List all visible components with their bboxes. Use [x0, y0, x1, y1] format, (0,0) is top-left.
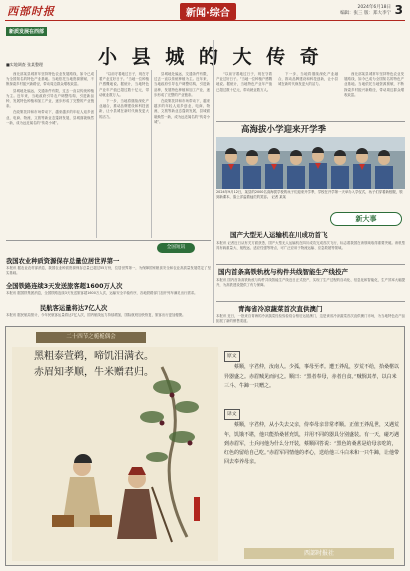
column-divider	[151, 70, 152, 238]
side-headline-2: 国内首条高铁轨枕与构件共线智能生产线投产	[218, 268, 348, 276]
quick-headline-2: 全国铁路连续3天发送旅客超1600万人次	[6, 283, 123, 290]
filial-piety-feature	[5, 326, 405, 566]
quick-body-1: 本报讯 据农业农村部消息，我国农业种质资源保存总量已超过55万份，位居世界第一，为保障国家粮食安全和农业高质量发展奠定了坚实基础。	[6, 266, 211, 276]
photo-illustration	[216, 137, 405, 189]
column-divider	[213, 40, 214, 323]
side-body-3: 本报讯 近日，一批来自青海的冷凉蔬菜经检验检疫合格后运抵澳门，这是该省冷凉蔬菜首次直供澳门市场，为当地特色农产品拓展了新的销售渠道。	[216, 314, 405, 324]
page-number: 3	[394, 3, 403, 17]
feature-banner: 二十四节之栀栀偶会	[36, 332, 146, 343]
poem-calligraphy	[34, 349, 154, 381]
lead-paragraph: 县城地处偏远，交通条件有限，过去一直以传统种植为主。近年来，当地政府引导农户调整结构，引进新品种，发展特色种植和加工产业，逐步形成了完整的产业链条。	[6, 88, 94, 109]
lead-paragraph: 下一步，当地将继续深化产业融合，推动品牌建设和科技创新，让小县城在新时代焕发更大的活力。	[99, 99, 149, 119]
original-label: 原文	[224, 351, 240, 362]
school-children-photo	[216, 137, 405, 189]
quick-body-2: 本报讯 据国铁集团消息，全国铁路连续3天发送旅客超1600万人次，运输安全平稳有序，各地铁路部门加开列车满足出行需求。	[6, 291, 198, 295]
section-tag: 新闻·综合	[180, 3, 236, 20]
lead-paragraph: 在政策扶持和市场带动下，越来越多的年轻人返乡创业，电商、物流、文旅等新业态蓬勃发展，县城面貌焕然一新，成为远近闻名的“传奇小城”。	[6, 110, 94, 125]
column-divider	[96, 70, 97, 238]
translation-label: 译文	[224, 409, 240, 420]
quick-body-3: 本报讯 据民航局预计，今年民航客运量将达7亿人次，国内航线运力持续增加，国际航班加快恢复，旅客出行更加便捷。	[6, 313, 186, 317]
original-text-block	[224, 351, 400, 391]
lead-column-5	[278, 72, 338, 120]
photo-caption: 2024年9月12日，某县的2000名高海拔学校的孩子们迎来开学季，学校在开学第一天举办入学仪式，孩子们穿着新校服，领到新课本，脸上洋溢着灿烂的笑容。 记者 某某	[216, 190, 403, 199]
side-body-1: 本报讯 记者近日从有关方面获悉，国产大型无人运输机在四川成功完成首次飞行，标志着我国在该领域取得重要突破。该机型具有载重量大、航程远、适应性强等特点，可广泛应用于物流运输、应急救援等领域。	[216, 241, 405, 251]
quick-headline-3: 民航客运量将达7亿人次	[40, 305, 108, 312]
lead-column-4	[216, 72, 272, 120]
section-divider	[216, 121, 405, 122]
section-divider	[216, 301, 405, 302]
side-body-2: 本报讯 国内首条高铁轨枕与构件共线智能生产线近日正式投产，实现了生产过程的自动化、信息化和智能化，生产效率大幅提升，为高铁建设提供了有力保障。	[216, 278, 405, 288]
newspaper-logo: 西部时报	[7, 5, 55, 18]
lead-paragraph: 在政策扶持和市场带动下，越来越多的年轻人返乡创业，电商、物流、文旅等新业态蓬勃发展，县城面貌焕然一新，成为远近闻名的“传奇小城”。	[154, 99, 210, 124]
photo-story-title: 高海拔小学迎来开学季	[241, 125, 327, 135]
lead-paragraph: 县城地处偏远，交通条件有限，过去一直以传统种植为主。近年来，当地政府引导农户调整结构，引进新品种，发展特色种植和加工产业，逐步形成了完整的产业链条。	[154, 72, 210, 97]
lead-column-1	[6, 72, 94, 237]
lead-paragraph: 西北部某县城常年坚持特色农业发展路线，如今已成为全国知名的特色产业基地。当地依托当地资源禀赋，不断探索乡村振兴新路径，带动周边群众增收致富。	[344, 72, 404, 97]
translation-text: 蔡顺，字君仲，从小失去父亲，侍奉母亲非常孝顺。正值王莽乱世，又遇荒年，饥饿不堪，他只能拾桑葚充饥，并用不同的器具分别盛装。有一天，碰巧遇到赤眉军，士兵问他为什么分开装，蔡顺回答说：“黑色的桑葚是给母亲吃的，红色的留给自己吃。”赤眉军同情他的孝心，送给他三斗白米和一只牛蹄，让他带回去奉养母亲。	[224, 422, 400, 466]
lead-column-3	[154, 72, 210, 237]
original-text: 蔡顺，字君仲，汝南人。少孤，事母至孝。遭王莽乱，岁荒不给，拾桑椹以异器盛之。赤眉贼见而问之。顺曰：“黑者奉母，赤者自食。”贼悯其孝，以白米三斗、牛蹄一只赠之。	[224, 364, 400, 389]
lead-paragraph: 西北部某县城常年坚持特色农业发展路线，如今已成为全国知名的特色产业基地。当地依托当地资源禀赋，不断探索乡村振兴新路径，带动周边群众增收致富。	[6, 72, 94, 87]
translation-text-block	[224, 409, 400, 468]
poem-line-1: 黑粗泰萱鹈，啼饥泪满衣。	[34, 351, 154, 362]
issue-info	[340, 5, 391, 16]
issue-editors: 编辑：张三 版：郑大李宁	[340, 10, 391, 16]
lead-headline: 小 县 城 的 大 传 奇	[98, 46, 323, 68]
side-headline-1: 国产大型无人运输机在川成功首飞	[230, 231, 328, 239]
masthead	[5, 3, 405, 21]
lead-paragraph: “以前守着地过日子，现在守着产业过好日子。”当地一位种植户感慨地说。据统计，当地特色产业年产值已超过数十亿元，带动就业数万人。	[99, 72, 149, 97]
lead-byline: ■实地调查 张某整理	[6, 62, 44, 67]
section-divider	[216, 264, 405, 265]
column-label: 新质发展在西部	[6, 27, 47, 36]
lead-paragraph: “以前守着地过日子，现在守着产业过好日子。”当地一位种植户感慨地说。据统计，当地特色产业年产值已超过数十亿元，带动就业数万人。	[216, 72, 272, 92]
section-divider	[6, 240, 211, 241]
lead-column-6	[344, 72, 404, 120]
poem-line-2: 赤眉知孝顺，牛米赠君归。	[34, 367, 154, 378]
news-badge: 新大事	[330, 212, 402, 226]
lead-paragraph: 下一步，当地将继续深化产业融合，推动品牌建设和科技创新，让小县城在新时代焕发更大的活力。	[278, 72, 338, 87]
publisher-signature: 西部时报社	[244, 548, 394, 559]
quick-headline-1: 我国农业种质资源保存总量位居世界第一	[6, 258, 120, 265]
issue-date: 2024年6月18日	[357, 5, 391, 10]
quick-news-tag: 全国短讯	[157, 243, 195, 253]
lead-column-2	[99, 72, 149, 237]
side-headline-3: 青海省冷凉蔬菜首次直供澳门	[238, 305, 323, 313]
